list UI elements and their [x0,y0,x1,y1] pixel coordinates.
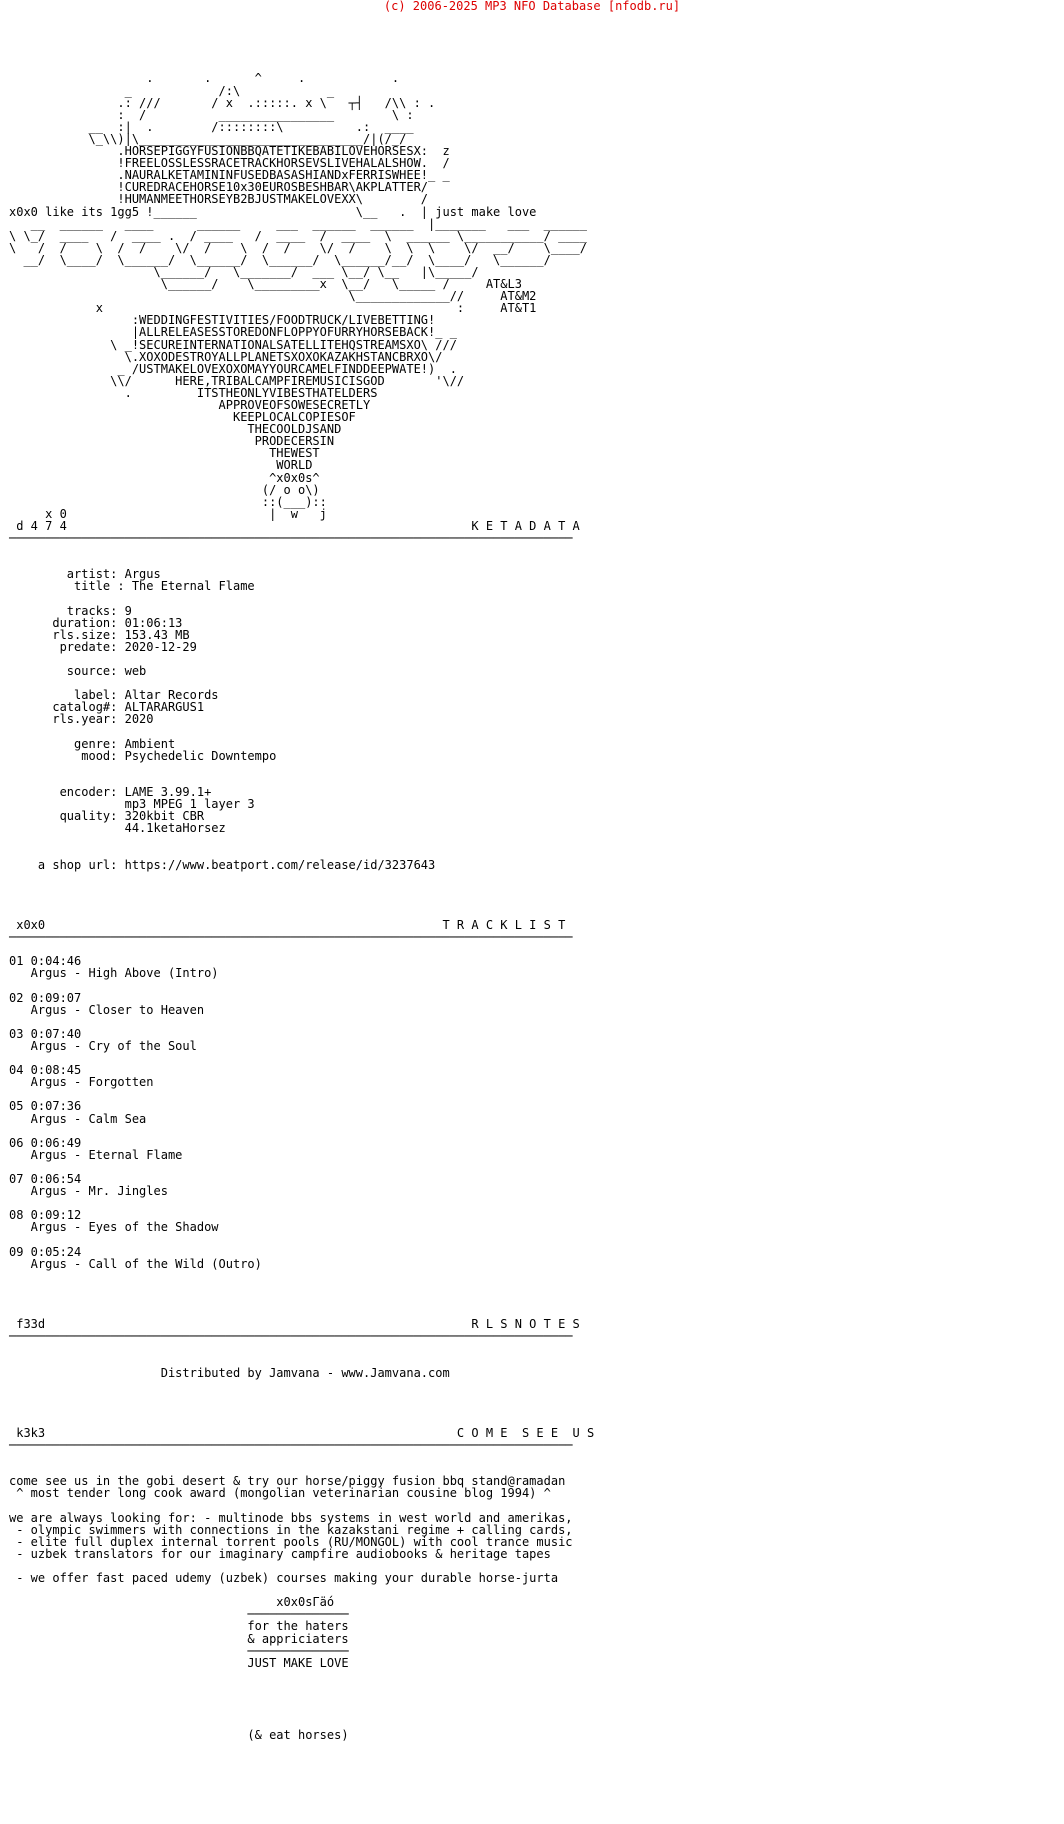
copyright-link[interactable]: (c) 2006-2025 MP3 NFO Database [nfodb.ru] [383,0,681,13]
nfo-text: . . ^ . . _ /:\ _ .: /// / x .:::::. x \ ┬┤ /\\ : . : / ________________ \ : __ :| . /::::::::\ .: ____ \_\\)|\_______________________________/|(/_/ .HORSEPIGGYFUSIONBBQATETIKEBABILOVEHORSESX: z !FREELOSSLESSRACETRACKHORSEVSLIVEHALALSHOW. / .NAURALKETAMININFUSEDBASASHIANDxFERRISWHEE!_ _ !CUREDRACEHORSE10x30EUROSBESHBAR\AKPLATTER/ !HUMANMEETHORSEYB2BJUSTMAKELOVEXX\ / x0x0 like its 1gg5 !______ \__ . | just make love __ ______ ____ ______ ___ ______ ______ |_______ ___ ______ \ \_/ ____ / ____ . / ____ / ____ / ____ \ ______ \___________/ ____ \ / / \ / / \/ / \ / / \/ / \ \ \ \/ __/ \____/ __/ \____/ \______/ \______/ \______/ \______/__/ \____/ \______/ \______/ \_______/ ___ \__/ \__ |\_____/ \______/ \_________x \__/ \_____ / AT&L3 \_____________// AT&M2 x : AT&T1 :WEDDINGFESTIVITIES/FOODTRUCK/LIVEBETTING! |ALLRELEASESSTOREDONFLOPPYOFURRYHORSEBACK!_ _ \ _!SECUREINTERNATIONALSATELLITEHQSTREAMSXO\ /// \.XOXODESTROYALLPLANETSXOXOKAZAKHSTANCBRXO\/ _ /USTMAKELOVEXOXOMAYYOURCAMELFINDDEEPWATE!) . \\/ HERE,TRIBALCAMPFIREMUSICISGOD '\// . ITSTHEONLYVIBESTHATELDERS APPROVEOFSOWESECRETLY KEEPLOCALCOPIESOF THECOOLDJSAND PRODECERSIN THEWEST WORLD ^x0x0s^ (/ o o\) ::(___):: x 0 | w j d 4 7 4 K E T A D A T A ────────────────────────────────────────────────────────────────────────────── artist: Argus title : The Eternal Flame tracks: 9 duration: 01:06:13 rls.size: 153.43 MB predate: 2020-12-29 source: web label: Altar Records catalog#: ALTARARGUS1 rls.year: 2020 genre: Ambient mood: Psychedelic Downtempo encoder: LAME 3.99.1+ mp3 MPEG 1 layer 3 quality: 320kbit CBR 44.1ketaHorsez a shop url: https://www.beatport.com/release/id/3237643 x0x0 T R A C K L I S T ────────────────────────────────────────────────────────────────────────────── 01 0:04:46 Argus - High Above (Intro) 02 0:09:07 Argus - Closer to Heaven 03 0:07:40 Argus - Cry of the Soul 04 0:08:45 Argus - Forgotten 05 0:07:36 Argus - Calm Sea 06 0:06:49 Argus - Eternal Flame 07 0:06:54 Argus - Mr. Jingles 08 0:09:12 Argus - Eyes of the Shadow 09 0:05:24 Argus - Call of the Wild (Outro) f33d R L S N O T E S ────────────────────────────────────────────────────────────────────────────── Distributed by Jamvana - www.Jamvana.com k3k3 C O M E S E E U S ────────────────────────────────────────────────────────────────────────────── come see us in the gobi desert & try our horse/piggy fusion bbq stand@ramadan ^ most tender long cook award (mongolian veterinarian cousine blog 1994) ^ we are always looking for: - multinode bbs systems in west world and amerikas, - olympic swimmers with connections in the kazakstani regime + calling cards, - elite full duplex internal torrent pools (RU/MONGOL) with cool trance music - uzbek translators for our imaginary campfire audiobooks & heritage tapes - we offer fast paced udemy (uzbek) courses making your durable horse-jurta x0x0sГäó ────────────── for the haters & appriciaters ────────────── JUST MAKE LOVE (& eat horses) [9,71,595,1743]
